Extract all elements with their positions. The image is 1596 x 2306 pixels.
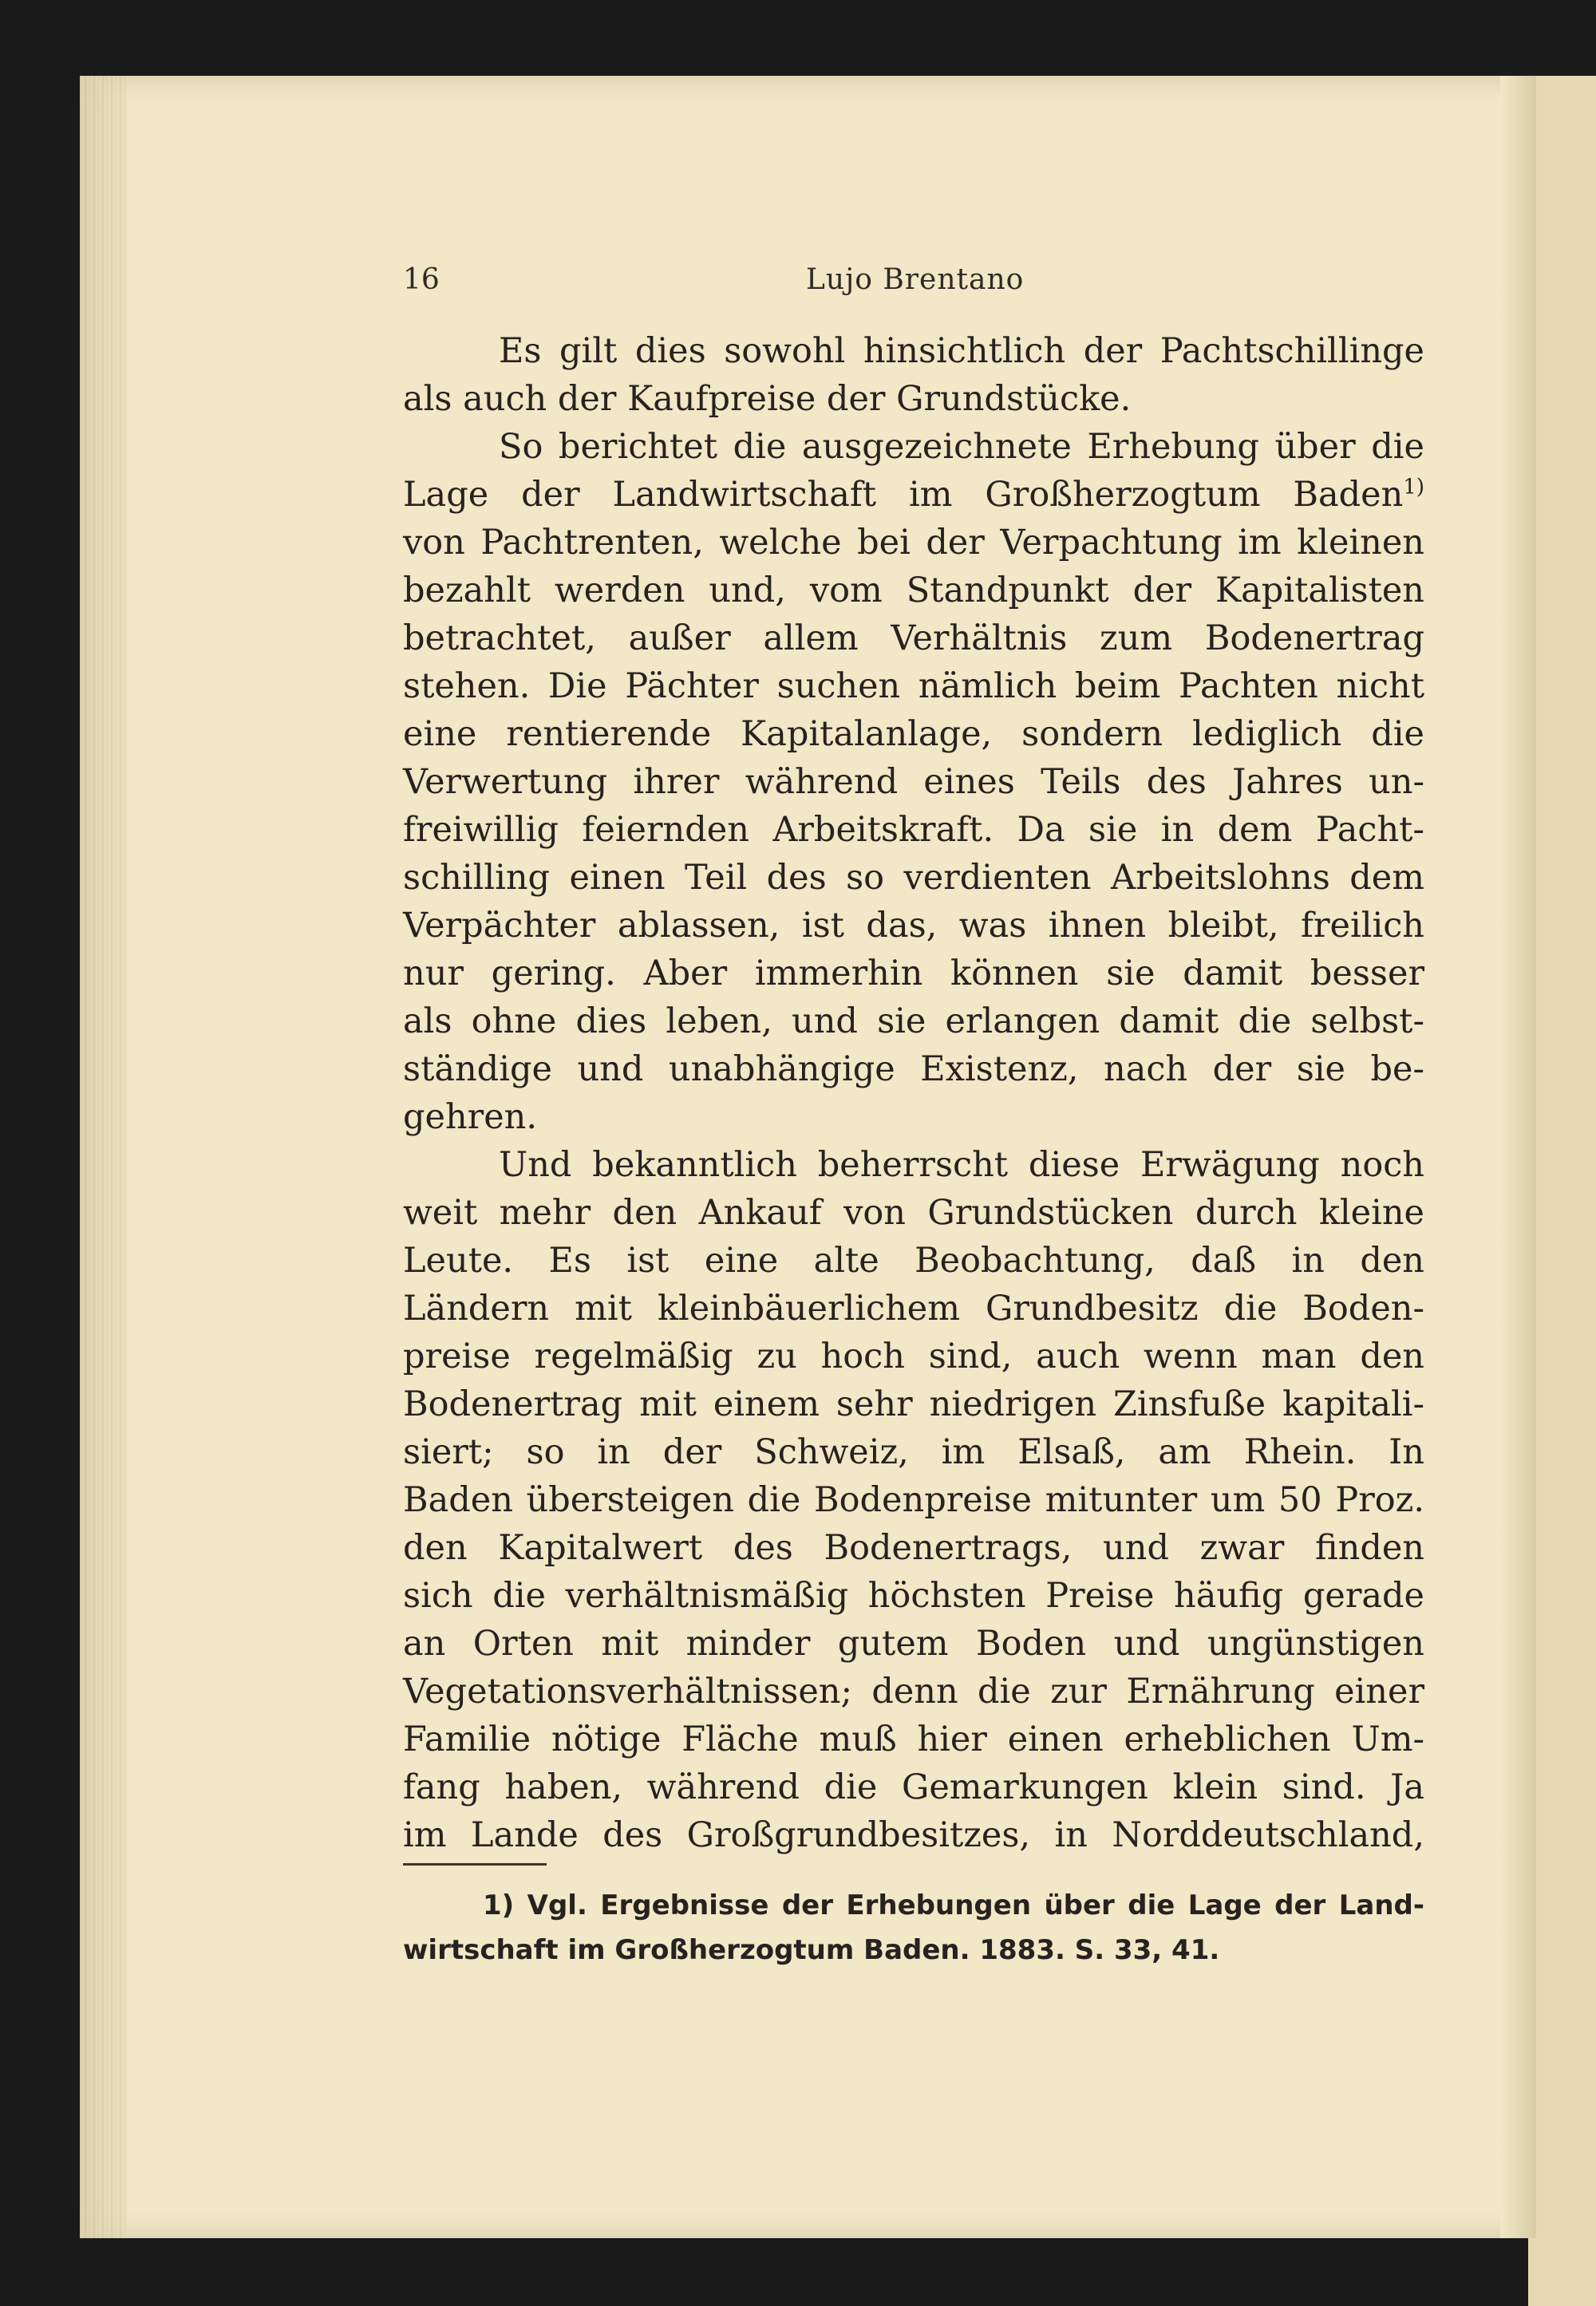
text-line: So berichtet die ausgezeichnete Erhebung über die <box>499 427 1424 467</box>
page-number: 16 <box>403 263 440 296</box>
adjacent-page-edge <box>1528 76 1596 2306</box>
text-line: von Pachtrenten, welche bei der Verpachtung im kleinen <box>403 523 1424 563</box>
text-line: als auch der Kaufpreise der Grundstücke. <box>403 379 1132 419</box>
text-line: siert; so in der Schweiz, im Elsaß, am Rhein. In <box>403 1432 1424 1472</box>
text-line: weit mehr den Ankauf von Grundstücken durch kleine <box>403 1193 1424 1233</box>
text-line: sich die verhältnismäßig höchsten Preise häufig gerade <box>403 1576 1424 1616</box>
footnote-marker: 1) <box>483 1889 515 1921</box>
text-line: Baden übersteigen die Bodenpreise mitunter um 50 Proz. <box>403 1480 1424 1520</box>
text-line: stehen. Die Pächter suchen nämlich beim Pachten nicht <box>403 666 1424 706</box>
text-line: Bodenertrag mit einem sehr niedrigen Zinsfuße kapitali- <box>403 1384 1424 1424</box>
text-line: freiwillig feiernden Arbeitskraft. Da sie in dem Pacht- <box>403 810 1424 850</box>
body-text <box>403 327 1424 1859</box>
text-line: Verwertung ihrer während eines Teils des Jahres un- <box>403 762 1424 802</box>
footnote-line <box>403 1883 1424 1928</box>
text-line: Familie nötige Fläche muß hier einen erheblichen Um- <box>403 1720 1424 1759</box>
text-line: nur gering. Aber immerhin können sie damit besser <box>403 954 1424 993</box>
footnote-reference: 1) <box>1403 475 1424 500</box>
page-gutter <box>1500 76 1536 2238</box>
text-line: Verpächter ablassen, ist das, was ihnen bleibt, freilich <box>403 906 1424 946</box>
text-line: fang haben, während die Gemarkungen klein sind. Ja <box>403 1767 1424 1807</box>
text-line: gehren. <box>403 1097 538 1137</box>
text-line: ständige und unabhängige Existenz, nach der sie be- <box>403 1049 1424 1089</box>
text-line: Leute. Es ist eine alte Beobachtung, daß in den <box>403 1241 1424 1281</box>
text-line: an Orten mit minder gutem Boden und ungünstigen <box>403 1624 1424 1664</box>
text-line: Und bekanntlich beherrscht diese Erwägung noch <box>499 1145 1424 1185</box>
text-line: preise regelmäßig zu hoch sind, auch wenn man den <box>403 1337 1424 1376</box>
running-title: Lujo Brentano <box>806 263 1025 296</box>
footnote-text: Vgl. Ergebnisse der Erhebungen über die Lage der Land- <box>527 1889 1425 1921</box>
page-stack-edges <box>80 76 128 2238</box>
text-line: schilling einen Teil des so verdienten Arbeitslohns dem <box>403 858 1424 898</box>
text-line: Es gilt dies sowohl hinsichtlich der Pachtschillinge <box>499 331 1424 371</box>
running-head <box>403 263 1440 303</box>
footnote <box>403 1883 1424 1972</box>
text-line: als ohne dies leben, und sie erlangen damit die selbst- <box>403 1001 1424 1041</box>
text-line: bezahlt werden und, vom Standpunkt der Kapitalisten <box>403 571 1424 610</box>
text-line-content: Lage der Landwirtschaft im Großherzogtum Baden <box>403 475 1404 515</box>
text-line: betrachtet, außer allem Verhältnis zum Bodenertrag <box>403 618 1424 658</box>
text-line: Ländern mit kleinbäuerlichem Grundbesitz die Boden- <box>403 1289 1424 1329</box>
text-line: im Lande des Großgrundbesitzes, in Norddeutschland, <box>403 1815 1424 1855</box>
text-line <box>403 471 1424 519</box>
text-line: eine rentierende Kapitalanlage, sondern lediglich die <box>403 714 1424 754</box>
footnote-rule <box>403 1863 547 1866</box>
text-line: den Kapitalwert des Bodenertrags, und zwar finden <box>403 1528 1424 1568</box>
text-line: Vegetationsverhältnissen; denn die zur Ernährung einer <box>403 1672 1424 1712</box>
footnote-line: wirtschaft im Großherzogtum Baden. 1883. S. 33, 41. <box>403 1934 1220 1966</box>
